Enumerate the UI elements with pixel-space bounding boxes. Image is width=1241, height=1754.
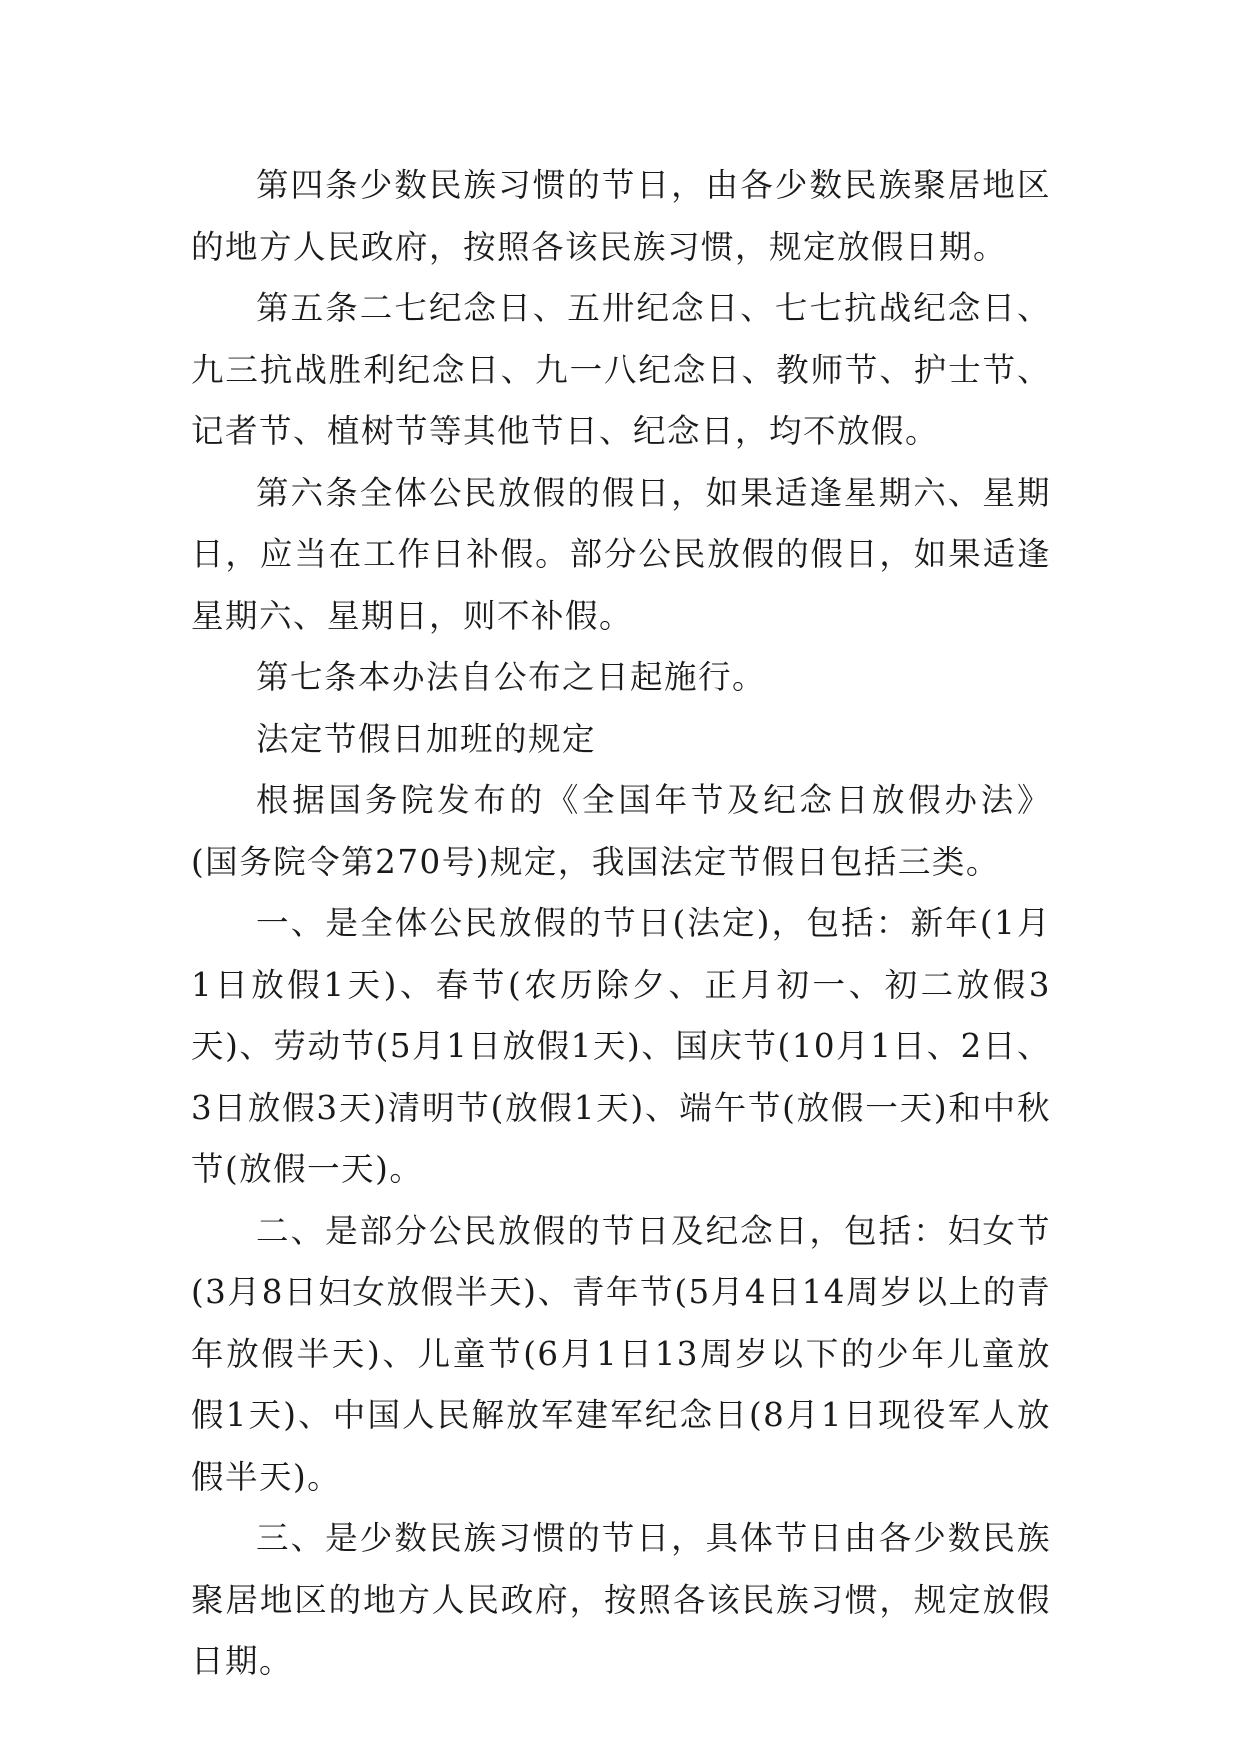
- paragraph-category-1: 一、是全体公民放假的节日(法定)，包括：新年(1月1日放假1天)、春节(农历除夕、正月初一、初二放假3天)、劳动节(5月1日放假1天)、国庆节(10月1日、2日、3日放假3天)清明节(放假1天)、端午节(放假一天)和中秋节(放假一天)。: [191, 904, 1051, 1188]
- paragraph-category-2: 二、是部分公民放假的节日及纪念日，包括：妇女节(3月8日妇女放假半天)、青年节(5月4日14周岁以上的青年放假半天)、儿童节(6月1日13周岁以下的少年儿童放假1天)、中国人民解放军建军纪念日(8月1日现役军人放假半天)。: [191, 1211, 1051, 1496]
- document-body: [191, 155, 1051, 1693]
- paragraph-article-4: 第四条少数民族习惯的节日，由各少数民族聚居地区的地方人民政府，按照各该民族习惯，规定放假日期。: [191, 166, 1051, 266]
- paragraph-article-6: 第六条全体公民放假的假日，如果适逢星期六、星期日，应当在工作日补假。部分公民放假的假日，如果适逢星期六、星期日，则不补假。: [191, 473, 1051, 635]
- paragraph-intro: 根据国务院发布的《全国年节及纪念日放假办法》(国务院令第270号)规定，我国法定节假日包括三类。: [191, 781, 1051, 881]
- paragraph-category-3: 三、是少数民族习惯的节日，具体节日由各少数民族聚居地区的地方人民政府，按照各该民族习惯，规定放假日期。: [191, 1519, 1051, 1680]
- paragraph-article-5: 第五条二七纪念日、五卅纪念日、七七抗战纪念日、九三抗战胜利纪念日、九一八纪念日、教师节、护士节、记者节、植树节等其他节日、纪念日，均不放假。: [191, 289, 1051, 450]
- paragraph-article-7: 第七条本办法自公布之日起施行。: [256, 658, 767, 696]
- section-heading: 法定节假日加班的规定: [256, 719, 597, 758]
